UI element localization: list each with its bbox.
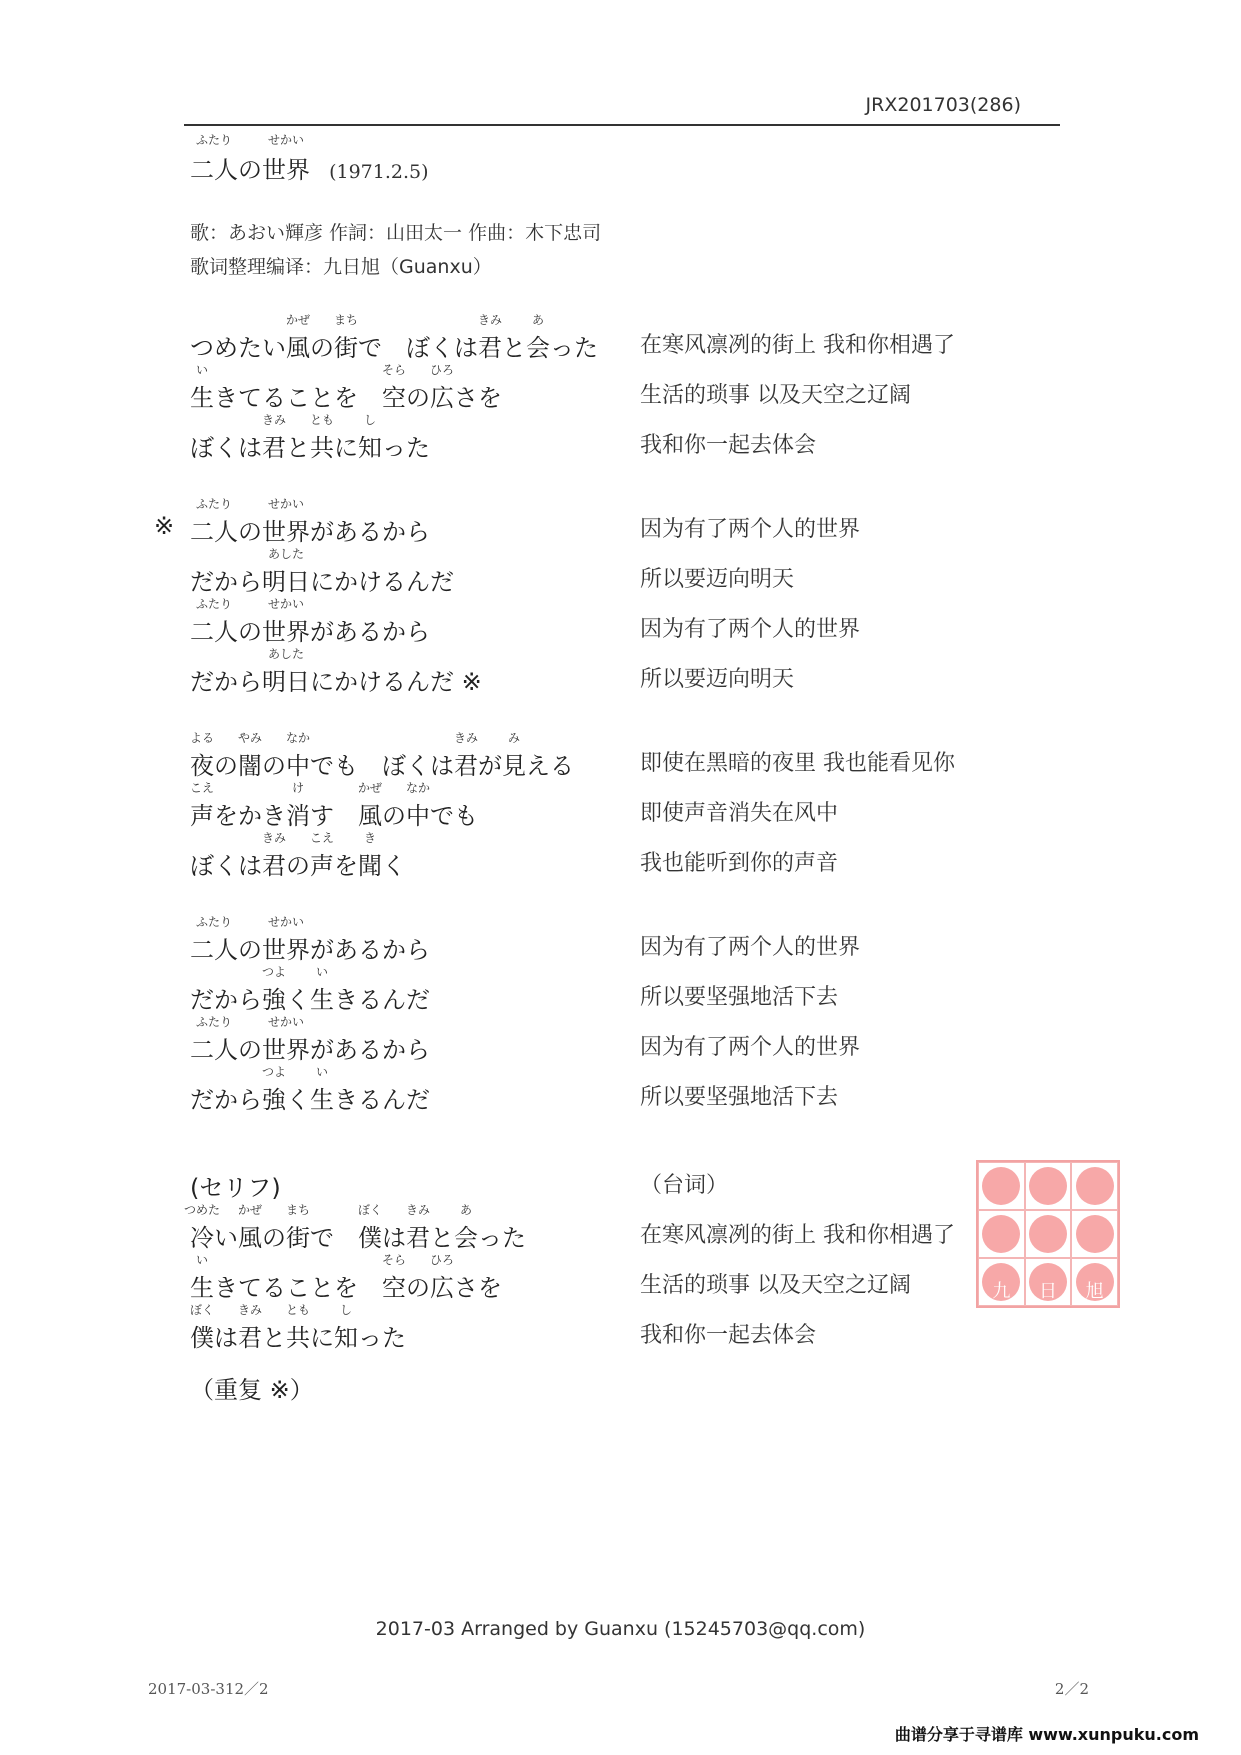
furigana: し — [363, 413, 376, 427]
furigana: つめた — [184, 1203, 221, 1217]
furigana: せかい — [267, 597, 304, 611]
lyric-segment: を — [334, 852, 358, 880]
furigana: きみ — [453, 731, 478, 745]
lyric-chinese: 所以要坚强地活下去 — [640, 985, 839, 1010]
lyric-japanese — [189, 781, 478, 831]
lyric-segment: があるから — [310, 936, 430, 964]
lyric-segment: 君 きみ — [454, 746, 478, 781]
furigana: ふたり — [195, 597, 232, 611]
lyric-row — [190, 647, 1050, 702]
furigana: つよ — [261, 965, 286, 979]
lyric-segment: きるんだ — [334, 986, 430, 1014]
lyric-segment: と — [286, 434, 310, 462]
lyric-segment: 会 あ — [454, 1218, 478, 1253]
lyric-segment: でも ぼくは — [310, 752, 454, 780]
furigana: ぼく — [189, 1303, 214, 1317]
lyric-segment: と — [502, 334, 526, 362]
lyric-japanese — [184, 1203, 526, 1253]
lyric-segment: 見 み — [502, 746, 526, 781]
lyric-segment: は — [382, 1224, 406, 1252]
lyric-segment: があるから — [310, 618, 430, 646]
lyric-row — [190, 1370, 1050, 1410]
furigana: きみ — [261, 413, 286, 427]
seal-dot — [1029, 1167, 1067, 1205]
furigana: そら — [381, 363, 406, 377]
lyric-segment: があるから — [310, 1036, 430, 1064]
furigana: ふたり — [195, 915, 232, 929]
arranger: 歌词整理编译：九日旭（Guanxu） — [190, 256, 492, 278]
lyric-segment: く — [286, 1086, 310, 1114]
lyric-segment: 二人 ふたり — [190, 512, 238, 547]
lyric-japanese — [189, 731, 574, 781]
doc-id: JRX201703(286) — [865, 94, 1021, 116]
lyric-segment: (セリフ) — [190, 1174, 281, 1202]
lyric-segment: 中 なか — [286, 746, 310, 781]
lyric-segment: でも — [430, 802, 478, 830]
furigana: とも — [309, 413, 334, 427]
lyric-row — [190, 1168, 1050, 1208]
lyric-row — [190, 547, 1050, 602]
lyric-segment: 世界 せかい — [262, 930, 310, 965]
lyric-chinese: （台词） — [640, 1173, 729, 1198]
lyric-segment: 広 ひろ — [430, 378, 454, 413]
lyric-segment: 生 い — [190, 378, 214, 413]
seal-cell — [978, 1162, 1025, 1210]
lyric-segment: 共 とも — [286, 1318, 310, 1353]
lyric-japanese — [190, 647, 482, 697]
lyric-segment: った — [478, 1224, 526, 1252]
lyric-segment: 聞 き — [358, 846, 382, 881]
furigana: あ — [459, 1203, 472, 1217]
furigana: まち — [333, 313, 358, 327]
lyric-segment: だから — [190, 568, 262, 596]
lyric-row — [189, 731, 1050, 786]
lyric-segment: の — [286, 852, 310, 880]
lyric-chinese: 在寒风凛冽的街上 我和你相遇了 — [640, 333, 955, 358]
lyric-segment: に — [334, 434, 358, 462]
credits: 歌：あおい輝彦 作詞：山田太一 作曲：木下忠司 — [190, 222, 602, 244]
seal-cell — [978, 1210, 1025, 1258]
lyric-chinese: 即使在黑暗的夜里 我也能看见你 — [640, 751, 955, 776]
lyric-japanese — [190, 1168, 281, 1203]
seal-cell — [978, 1258, 1025, 1306]
seal-stamp — [976, 1160, 1120, 1308]
lyric-chinese: 生活的琐事 以及天空之辽阔 — [640, 1273, 911, 1298]
furigana: ひろ — [429, 363, 454, 377]
furigana: い — [195, 363, 208, 377]
seal-character: 日 — [1038, 1281, 1057, 1302]
lyric-segment: 空 そら — [382, 378, 406, 413]
lyric-segment: 二人 ふたり — [190, 1030, 238, 1065]
furigana: み — [507, 731, 520, 745]
furigana: ぼく — [357, 1203, 382, 1217]
lyric-chinese: 即使声音消失在风中 — [640, 801, 839, 826]
title-furigana: せかい — [267, 133, 304, 147]
lyric-segment: 強 つよ — [262, 980, 286, 1015]
lyric-segment: の — [406, 384, 430, 412]
lyric-segment: があるから — [310, 518, 430, 546]
lyric-segment: 僕 ぼく — [358, 1218, 382, 1253]
title-furigana: ふたり — [195, 133, 232, 147]
furigana: なか — [405, 781, 430, 795]
lyric-japanese — [190, 363, 502, 413]
lyric-segment: の — [406, 1274, 430, 1302]
seal-dot — [982, 1167, 1020, 1205]
lyric-segment: で — [310, 1224, 358, 1252]
lyric-segment: 知 し — [334, 1318, 358, 1353]
lyric-segment: の — [310, 334, 334, 362]
lyric-segment: 会 あ — [526, 328, 550, 363]
lyric-segment: つめたい — [190, 334, 286, 362]
lyric-japanese — [190, 1065, 430, 1115]
lyric-row — [190, 413, 1050, 468]
lyric-segment: 君 きみ — [262, 428, 286, 463]
lyric-segment: ぼくは — [190, 852, 262, 880]
lyric-segment: 声 こえ — [190, 796, 214, 831]
lyric-segment: 冷 つめた — [184, 1203, 221, 1252]
furigana: せかい — [267, 915, 304, 929]
seal-cell — [1025, 1162, 1072, 1210]
lyric-row — [190, 597, 1050, 652]
lyric-segment: 世界 せかい — [262, 512, 310, 547]
furigana: まち — [285, 1203, 310, 1217]
song-date: (1971.2.5) — [329, 161, 429, 183]
furigana: なか — [285, 731, 310, 745]
lyric-segment: く — [286, 986, 310, 1014]
furigana: ひろ — [429, 1253, 454, 1267]
seal-cell — [1071, 1162, 1118, 1210]
lyric-chinese: 因为有了两个人的世界 — [640, 1035, 861, 1060]
lyric-japanese — [190, 1253, 502, 1303]
lyric-segment: と — [430, 1224, 454, 1252]
furigana: やみ — [237, 731, 262, 745]
lyric-japanese — [190, 597, 430, 647]
furigana: ふたり — [195, 497, 232, 511]
lyric-segment: 風 かぜ — [238, 1218, 262, 1253]
seal-cell — [1025, 1258, 1072, 1306]
lyric-chinese: 因为有了两个人的世界 — [640, 517, 861, 542]
lyric-row — [190, 831, 1050, 886]
lyric-segment: きてることを — [214, 1274, 382, 1302]
lyric-chinese: 在寒风凛冽的街上 我和你相遇了 — [640, 1223, 955, 1248]
seal-dot — [1029, 1215, 1067, 1253]
furigana: きみ — [405, 1203, 430, 1217]
lyric-segment: く — [382, 852, 406, 880]
lyric-segment: 知 し — [358, 428, 382, 463]
lyric-segment: だから — [190, 1086, 262, 1114]
lyric-segment: 街 まち — [334, 328, 358, 363]
furigana: い — [315, 965, 328, 979]
seal-dot — [1076, 1215, 1114, 1253]
seal-dot — [982, 1215, 1020, 1253]
furigana: こえ — [309, 831, 334, 845]
lyric-segment: った — [382, 434, 430, 462]
lyric-row — [190, 1065, 1050, 1120]
lyric-chinese: 我和你一起去体会 — [640, 1323, 817, 1348]
lyric-segment: 闇 やみ — [238, 746, 262, 781]
lyric-segment: 中 なか — [406, 796, 430, 831]
lyric-segment: い — [214, 1224, 238, 1252]
lyric-segment: （重复 ※） — [190, 1376, 314, 1404]
lyric-japanese — [190, 1015, 430, 1065]
title-segment: 世界 せかい — [262, 133, 310, 184]
furigana: きみ — [237, 1303, 262, 1317]
seal-cell — [1025, 1210, 1072, 1258]
lyric-japanese — [189, 1303, 406, 1353]
header-rule — [184, 124, 1060, 126]
lyric-row — [190, 313, 1050, 368]
lyric-segment: 君 きみ — [262, 846, 286, 881]
furigana: ふたり — [195, 1015, 232, 1029]
seal-cell — [1071, 1258, 1118, 1306]
furigana: し — [339, 1303, 352, 1317]
lyric-segment: 共 とも — [310, 428, 334, 463]
lyric-segment: 街 まち — [286, 1218, 310, 1253]
lyric-row — [190, 965, 1050, 1020]
lyric-segment: 風 かぜ — [286, 328, 310, 363]
lyric-segment: える — [526, 752, 574, 780]
lyric-segment: 君 きみ — [478, 328, 502, 363]
lyric-segment: 生 い — [310, 1080, 334, 1115]
lyric-segment: の — [382, 802, 406, 830]
furigana: そら — [381, 1253, 406, 1267]
lyric-segment: 二人 ふたり — [190, 612, 238, 647]
lyric-segment: の — [238, 1036, 262, 1064]
furigana: こえ — [189, 781, 214, 795]
lyric-chinese: 所以要坚强地活下去 — [640, 1085, 839, 1110]
lyric-segment: の — [238, 518, 262, 546]
furigana: つよ — [261, 1065, 286, 1079]
lyric-segment: をかき — [214, 802, 286, 830]
lyric-segment: 夜 よる — [190, 746, 214, 781]
lyric-segment: 明日 あした — [262, 662, 310, 697]
lyric-segment: きてることを — [214, 384, 382, 412]
lyric-segment: だから — [190, 986, 262, 1014]
lyric-segment: 生 い — [190, 1268, 214, 1303]
lyric-chinese: 因为有了两个人的世界 — [640, 935, 861, 960]
furigana: きみ — [477, 313, 502, 327]
title-segment: の — [238, 156, 262, 184]
lyric-chinese: 我和你一起去体会 — [640, 433, 817, 458]
lyric-row — [184, 1203, 1050, 1258]
lyric-chinese: 生活的琐事 以及天空之辽阔 — [640, 383, 911, 408]
title-segment: 二人 ふたり — [190, 133, 238, 184]
lyric-segment: と — [262, 1324, 286, 1352]
lyric-segment: った — [358, 1324, 406, 1352]
lyric-segment: の — [238, 936, 262, 964]
lyric-segment: 空 そら — [382, 1268, 406, 1303]
lyric-row — [189, 1303, 1050, 1358]
lyric-segment: 声 こえ — [310, 846, 334, 881]
furigana: け — [291, 781, 304, 795]
lyric-segment: 世界 せかい — [262, 612, 310, 647]
furigana: きみ — [261, 831, 286, 845]
furigana: あ — [531, 313, 544, 327]
furigana: とも — [285, 1303, 310, 1317]
lyric-japanese — [190, 915, 430, 965]
footer-right: 2／2 — [1054, 1680, 1089, 1698]
lyric-japanese — [190, 831, 406, 881]
furigana: き — [363, 831, 376, 845]
lyric-segment: だから — [190, 668, 262, 696]
lyric-segment: 僕 ぼく — [190, 1318, 214, 1353]
furigana: せかい — [267, 497, 304, 511]
lyric-japanese — [190, 547, 454, 597]
furigana: かぜ — [357, 781, 382, 795]
lyric-segment: 君 きみ — [406, 1218, 430, 1253]
lyric-segment: が — [478, 752, 502, 780]
lyric-segment: の — [214, 752, 238, 780]
seal-dot — [1076, 1167, 1114, 1205]
furigana: かぜ — [285, 313, 310, 327]
lyric-chinese: 我也能听到你的声音 — [640, 851, 839, 876]
furigana: あした — [267, 647, 304, 661]
lyric-segment: 広 ひろ — [430, 1268, 454, 1303]
lyric-segment: で ぼくは — [358, 334, 478, 362]
furigana: せかい — [267, 1015, 304, 1029]
seal-character: 旭 — [1085, 1281, 1104, 1302]
lyric-segment: 風 かぜ — [358, 796, 382, 831]
lyric-segment: にかけるんだ ※ — [310, 668, 482, 696]
song-title — [190, 133, 310, 184]
lyric-segment: 明日 あした — [262, 562, 310, 597]
lyric-row — [190, 1253, 1050, 1308]
lyric-chinese: 所以要迈向明天 — [640, 567, 795, 592]
lyric-segment: に — [310, 1324, 334, 1352]
seal-cell — [1071, 1210, 1118, 1258]
lyric-segment: さを — [454, 1274, 502, 1302]
lyric-japanese — [190, 1370, 314, 1405]
furigana: よる — [189, 731, 214, 745]
seal-character: 九 — [992, 1281, 1011, 1302]
furigana: い — [195, 1253, 208, 1267]
footer-arranged: 2017-03 Arranged by Guanxu (15245703@qq.com) — [375, 1618, 866, 1640]
lyric-segment: の — [262, 752, 286, 780]
lyric-segment: さを — [454, 384, 502, 412]
lyric-chinese: 因为有了两个人的世界 — [640, 617, 861, 642]
lyric-segment: きるんだ — [334, 1086, 430, 1114]
lyric-segment: にかけるんだ — [310, 568, 454, 596]
lyric-segment: 消 け — [286, 796, 310, 831]
lyric-segment: 君 きみ — [238, 1318, 262, 1353]
title-block — [190, 133, 429, 185]
furigana: い — [315, 1065, 328, 1079]
lyric-japanese — [190, 965, 430, 1015]
lyric-row — [154, 497, 1050, 552]
footer-left: 2017-03-312／2 — [148, 1680, 269, 1698]
lyric-segment: は — [214, 1324, 238, 1352]
lyric-chinese: 所以要迈向明天 — [640, 667, 795, 692]
watermark: 曲谱分享于寻谱库 www.xunpuku.com — [894, 1725, 1199, 1744]
lyric-japanese — [190, 313, 598, 363]
lyric-japanese — [190, 413, 430, 463]
lyric-japanese — [190, 497, 430, 547]
lyric-segment: 二人 ふたり — [190, 930, 238, 965]
lyric-segment: 生 い — [310, 980, 334, 1015]
furigana: あした — [267, 547, 304, 561]
lyric-segment: った — [550, 334, 598, 362]
lyric-segment: の — [262, 1224, 286, 1252]
lyric-segment: 世界 せかい — [262, 1030, 310, 1065]
lyric-segment: の — [238, 618, 262, 646]
chorus-marker: ※ — [154, 512, 175, 540]
lyric-segment: ぼくは — [190, 434, 262, 462]
lyric-segment: 強 つよ — [262, 1080, 286, 1115]
lyric-segment: す — [310, 802, 358, 830]
furigana: かぜ — [237, 1203, 262, 1217]
